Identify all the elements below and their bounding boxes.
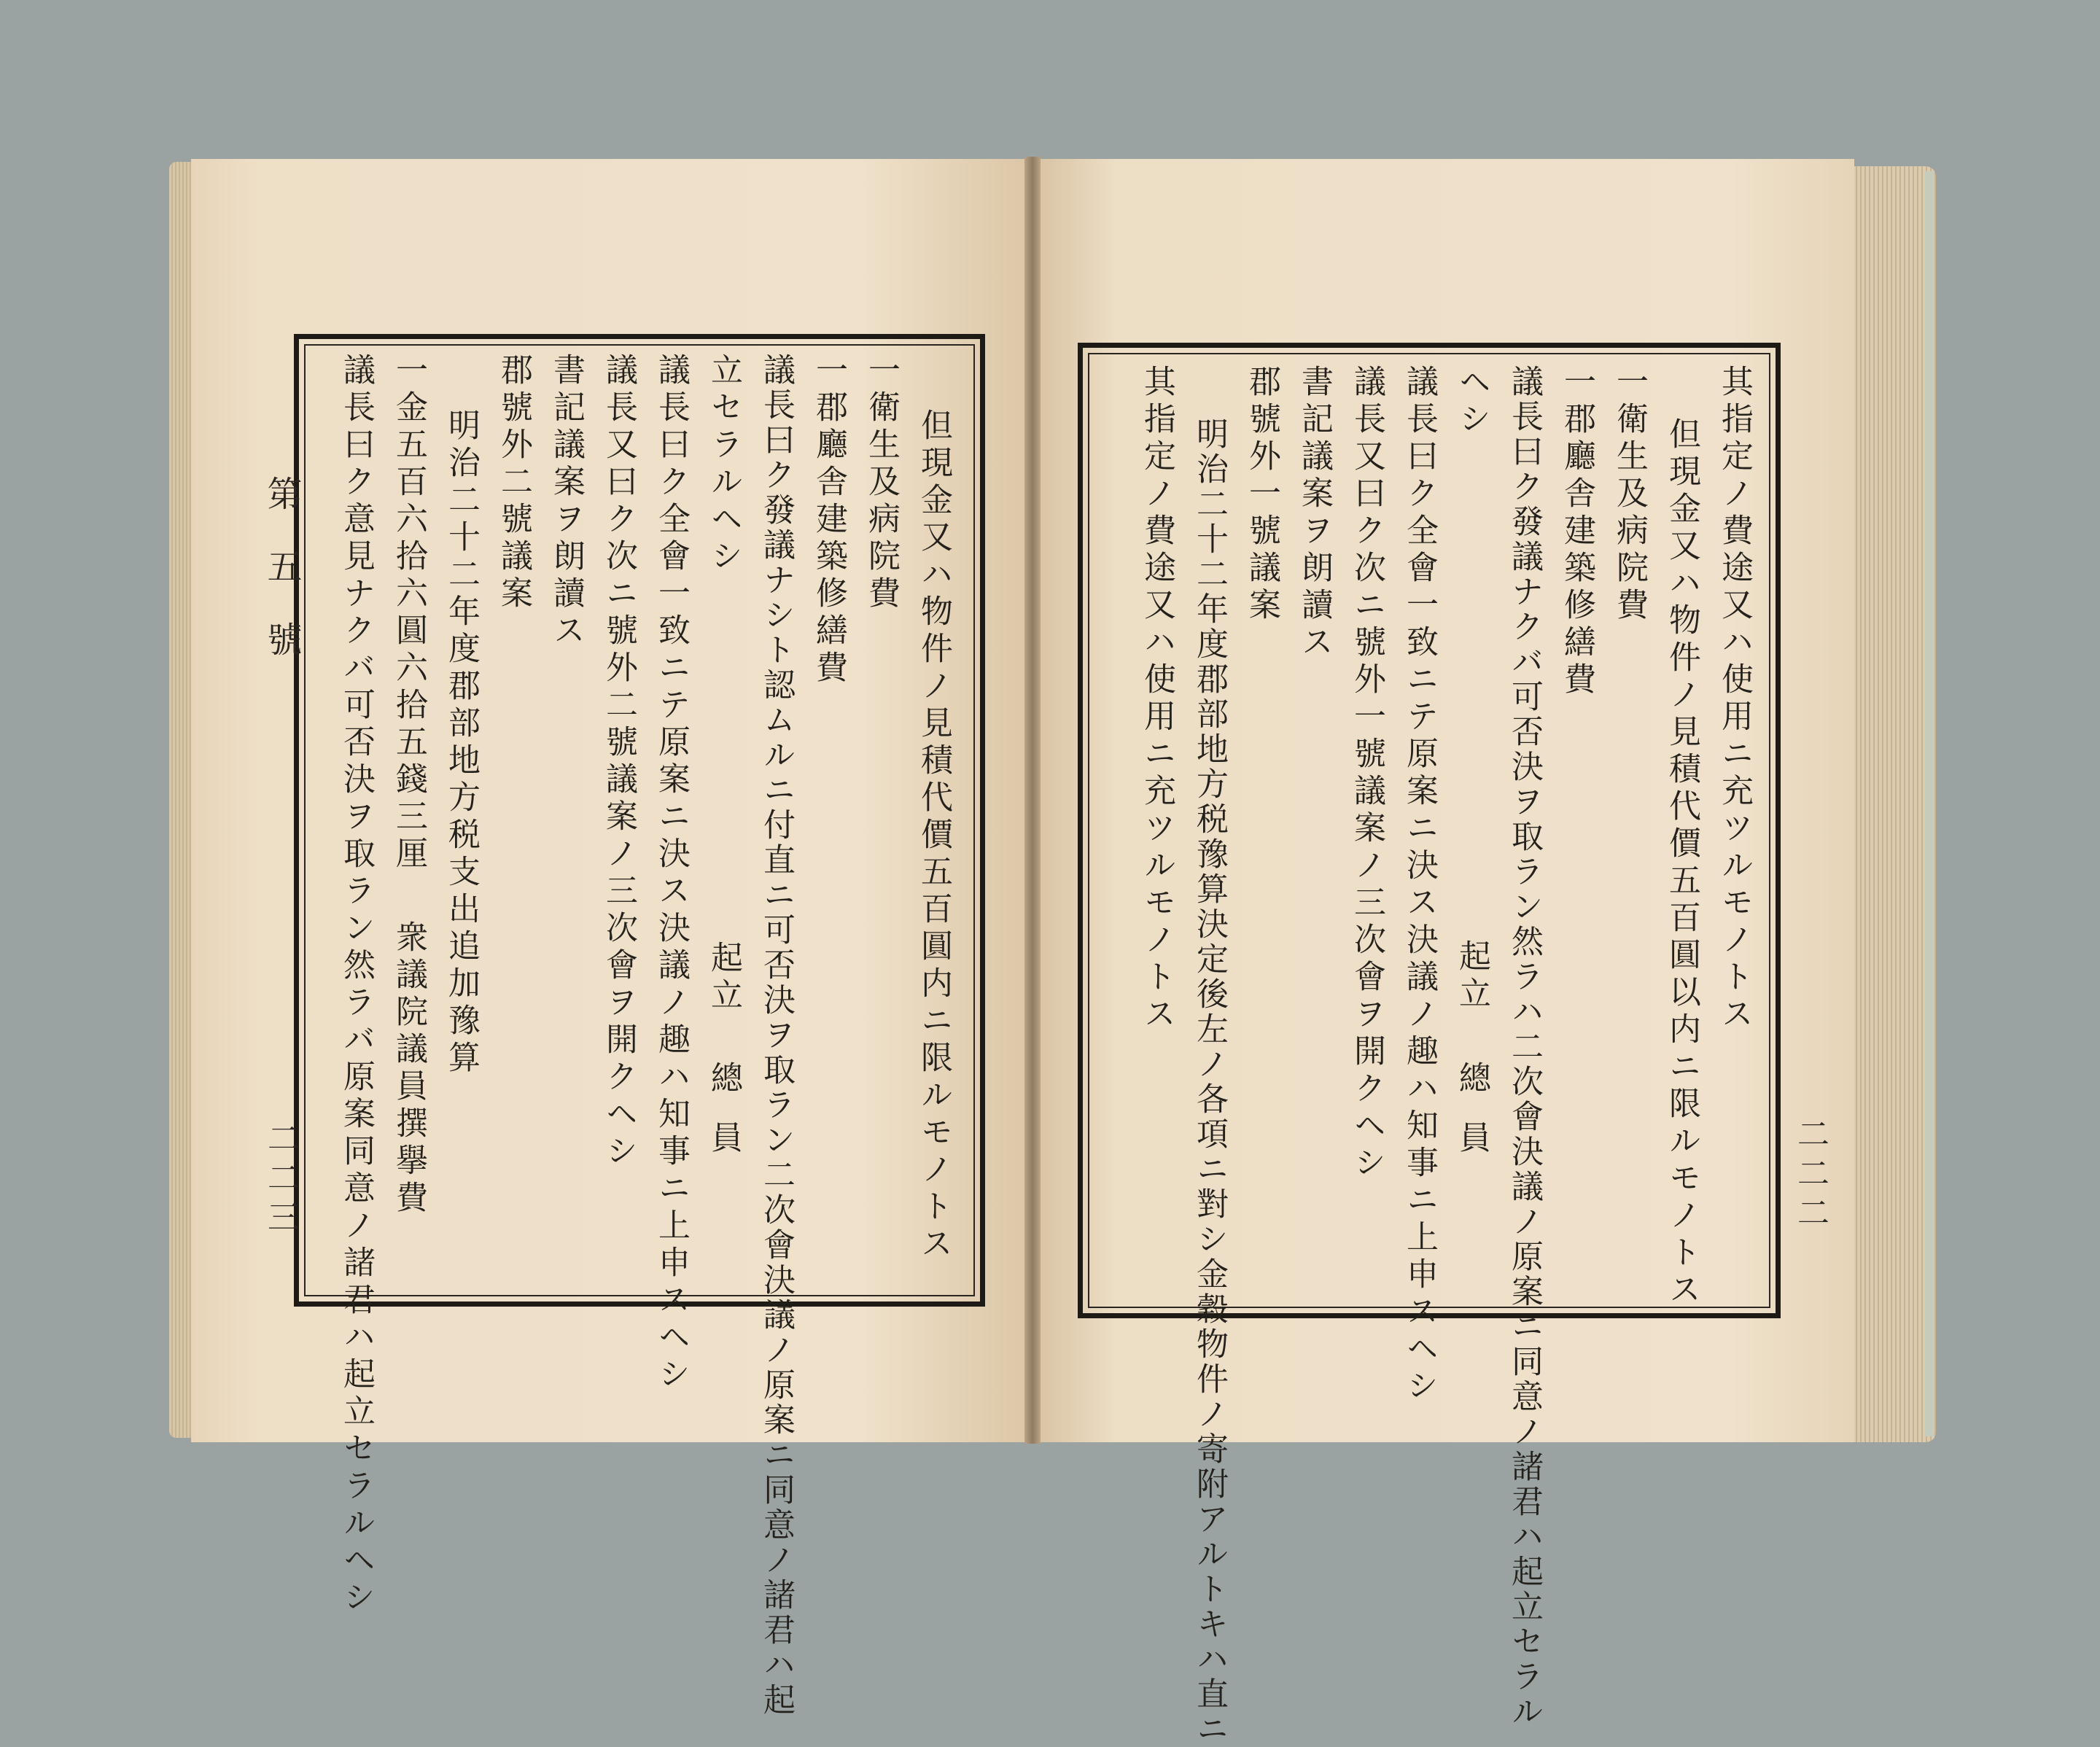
right-column-6: ヘシ	[1453, 365, 1490, 439]
right-column-4: 一郡廳舎建築修繕費	[1558, 365, 1595, 699]
right-column-5: 議長曰ク發議ナクバ可否決ヲ取ラン然ラハ二次會決議ノ原案ニ同意ノ諸君ハ起立セラル	[1506, 365, 1543, 1730]
left-column-12: 議長曰ク意見ナクバ可否決ヲ取ラン然ラバ原案同意ノ諸君ハ起立セラルヘシ	[338, 353, 375, 1617]
book-gutter	[1024, 157, 1041, 1444]
left-column-6: 議長曰ク全會一致ニテ原案ニ決ス決議ノ趣ハ知事ニ上申スヘシ	[653, 353, 690, 1394]
left-column-11: 一金五百六拾六圓六拾五錢三厘	[390, 353, 427, 874]
left-column-8: 書記議案ヲ朗讀ス	[548, 353, 585, 650]
right-column-10: 郡號外一號議案	[1243, 365, 1280, 625]
right-column-12: 其指定ノ費途又ハ使用ニ充ツルモノトス	[1138, 365, 1175, 1034]
right-column-7: 議長曰ク全會一致ニテ原案ニ決ス決議ノ趣ハ知事ニ上申スヘシ	[1401, 365, 1438, 1406]
left-soin: 總員	[705, 1061, 742, 1180]
running-title: 第五號	[261, 475, 302, 694]
left-column-3: 一郡廳舎建築修繕費	[810, 353, 847, 688]
left-column-10: 明治二十二年度郡部地方税支出追加豫算	[443, 408, 480, 1078]
left-column-9: 郡號外二號議案	[495, 353, 532, 613]
left-column-1: 但現金又ハ物件ノ見積代價五百圓内ニ限ルモノトス	[915, 408, 952, 1264]
right-column-8: 議長又曰ク次ニ號外一號議案ノ三次會ヲ開クヘシ	[1348, 365, 1385, 1183]
right-soin: 總員	[1453, 1061, 1490, 1180]
left-kiritsu: 起立	[705, 941, 742, 1015]
left-page-number: 二二三	[262, 1121, 299, 1240]
right-column-3: 一衛生及病院費	[1611, 365, 1648, 625]
left-column-5: 立セラルヘシ	[705, 353, 742, 576]
left-budget-item: 衆議院議員撰擧費	[390, 920, 427, 1218]
left-column-7: 議長又曰ク次ニ號外二號議案ノ三次會ヲ開クヘシ	[600, 353, 637, 1171]
right-kiritsu: 起立	[1453, 939, 1490, 1013]
right-column-1: 其指定ノ費途又ハ使用ニ充ツルモノトス	[1716, 365, 1753, 1034]
right-page-edges	[1848, 166, 1936, 1442]
left-column-4: 議長曰ク發議ナシト認ムルニ付直ニ可否決ヲ取ラン二次會決議ノ原案ニ同意ノ諸君ハ起	[758, 353, 795, 1718]
back-cover-edge	[1925, 171, 1934, 1436]
right-column-11: 明治二十二年度郡部地方税豫算決定後左ノ各項ニ對シ金穀物件ノ寄附アルトキハ直ニ	[1191, 417, 1228, 1747]
left-column-2: 一衛生及病院費	[863, 353, 900, 613]
right-column-2: 但現金又ハ物件ノ見積代價五百圓以内ニ限ルモノトス	[1663, 417, 1700, 1310]
right-page-number: 二二二	[1792, 1117, 1829, 1235]
right-column-9: 書記議案ヲ朗讀ス	[1296, 365, 1333, 662]
